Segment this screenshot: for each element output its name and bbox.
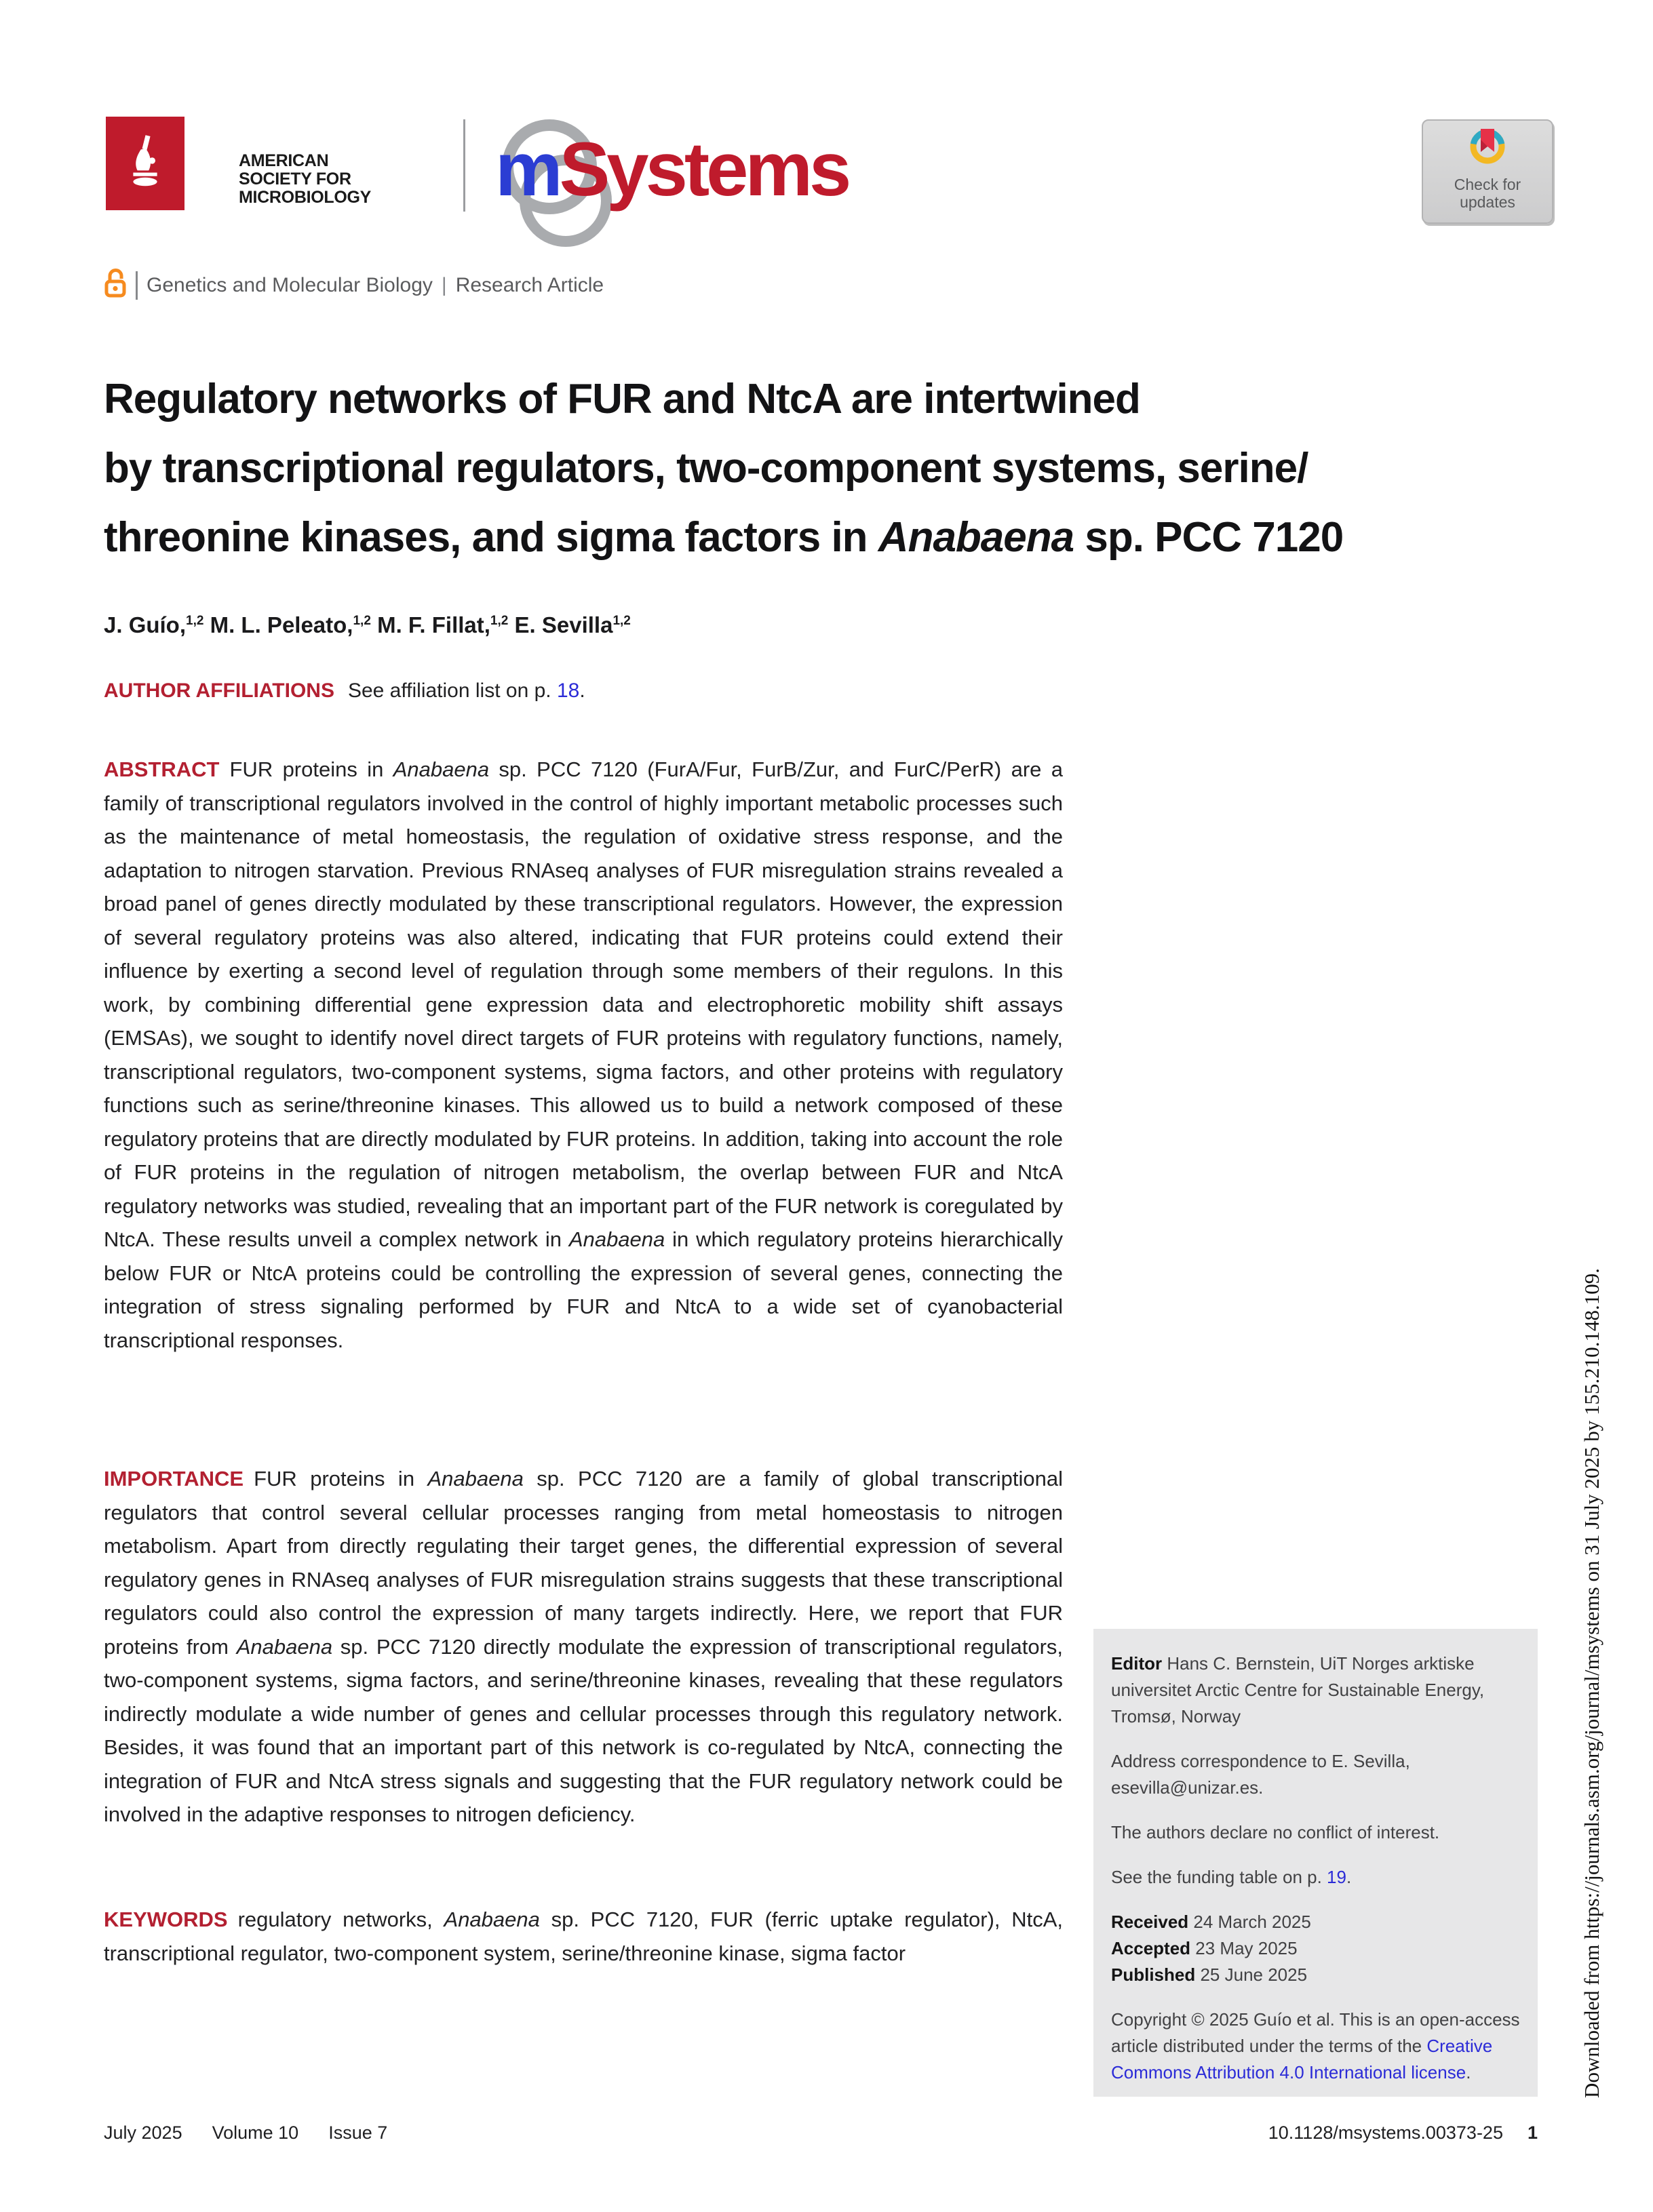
- divider-bar: [136, 271, 138, 300]
- check-for-updates-label: Check for updates: [1454, 176, 1521, 211]
- article-category: Genetics and Molecular Biology: [147, 274, 433, 296]
- bookmark-ribbon-icon: [1462, 126, 1513, 174]
- journal-logo-m: m: [495, 127, 560, 212]
- article-category-line: [104, 266, 604, 304]
- editor-info: Editor Hans C. Bernstein, UiT Norges arktiske universitet Arctic Centre for Sustainable Energy, Tromsø, Norway: [1111, 1653, 1485, 1726]
- inline-link[interactable]: 18: [556, 679, 580, 702]
- article-metadata-sidebar: [1093, 1629, 1538, 2097]
- microscope-icon: [125, 132, 165, 195]
- conflict-of-interest: The authors declare no conflict of interest.: [1111, 1822, 1440, 1842]
- logo-divider: [463, 119, 465, 212]
- check-for-updates-badge[interactable]: [1422, 119, 1553, 224]
- divider-bar: |: [441, 274, 447, 296]
- article-type: Research Article: [455, 274, 604, 296]
- copyright-notice: Copyright © 2025 Guío et al. This is an open-access article distributed under the terms of the Creative Commons Attribution 4.0 International license.: [1111, 2009, 1520, 2082]
- correspondence-info: Address correspondence to E. Sevilla, esevilla@unizar.es.: [1111, 1751, 1410, 1798]
- funding-table-note: See the funding table on p. 19.: [1111, 1867, 1352, 1887]
- volume: Volume 10: [212, 2122, 299, 2143]
- keywords-paragraph: KEYWORDS regulatory networks, Anabaena sp. PCC 7120, FUR (ferric uptake regulator), NtcA, transcriptional regulator, two-component system, serine/threonine kinase, sigma factor: [104, 1908, 1064, 1965]
- author-affiliations-line: AUTHOR AFFILIATIONS See affiliation list on p. 18.: [104, 679, 585, 702]
- open-access-icon: [104, 266, 127, 304]
- doi-and-page: [1268, 2122, 1538, 2144]
- importance-paragraph: IMPORTANCE FUR proteins in Anabaena sp. PCC 7120 are a family of global transcriptional regulators that control several cellular processes ranging from metal homeostasis to nitrogen metabolism. Apart from directly regulating their target genes, the differential expression of several regulatory genes in RNAseq analyses of FUR misregulation strains suggests that these transcriptional regulators could also control the expression of many targets indirectly. Here, we report that FUR proteins from Anabaena sp. PCC 7120 directly modulate the expression of transcriptional regulators, two-component systems, sigma factors, and serine/threonine kinases, revealing that these regulators indirectly modulate a wide number of genes and cellular processes through this regulatory network. Besides, it was found that an important part of this network is co-regulated by NtcA, connecting the integration of FUR and NtcA stress signals and suggesting that the FUR regulatory network could be involved in the adaptive responses to nitrogen deficiency.: [104, 1467, 1064, 1826]
- author-list: J. Guío,$^{1,2}$ M. L. Peleato,$^{1,2}$ M. F. Fillat,$^{1,2}$ E. Sevilla$^{1,2}$: [104, 612, 631, 637]
- abstract-paragraph: ABSTRACT FUR proteins in Anabaena sp. PCC 7120 (FurA/Fur, FurB/Zur, and FurC/PerR) are a family of transcriptional regulators involved in the control of highly important metabolic processes such as the maintenance of metal homeostasis, the regulation of oxidative stress response, and the adaptation to nitrogen starvation. Previous RNAseq analyses of FUR misregulation strains revealed a broad panel of genes directly modulated by these transcriptional regulators. However, the expression of several regulatory proteins was also altered, indicating that FUR proteins could extend their influence by exerting a second level of regulation through some members of their regulons. In this work, by combining differential gene expression data and electrophoretic mobility shift assays (EMSAs), we sought to identify novel direct targets of FUR proteins with regulatory functions, namely, transcriptional regulators, two-component systems, sigma factors, and other proteins with regulatory functions such as serine/threonine kinases. This allowed us to build a network composed of these regulatory proteins that are directly modulated by FUR proteins. In addition, taking into account the role of FUR proteins in the regulation of nitrogen metabolism, the overlap between FUR and NtcA regulatory networks was studied, revealing that an important part of the FUR network is coregulated by NtcA. These results unveil a complex network in Anabaena in which regulatory proteins hierarchically below FUR or NtcA proteins could be controlling the expression of several genes, connecting the integration of stress signaling performed by FUR and NtcA to a wide set of cyanobacterial transcriptional responses.: [104, 757, 1063, 1352]
- issue-info: [104, 2122, 417, 2144]
- doi: 10.1128/msystems.00373-25: [1268, 2122, 1503, 2143]
- issue-date: July 2025: [104, 2122, 182, 2143]
- journal-logo: [495, 129, 848, 210]
- asm-logo: [106, 117, 184, 210]
- journal-logo-systems: Systems: [559, 127, 849, 212]
- page-number: 1: [1527, 2122, 1538, 2143]
- inline-link[interactable]: Creative Commons Attribution 4.0 International license: [1111, 2036, 1493, 2082]
- inline-link[interactable]: 19: [1327, 1867, 1346, 1887]
- page-title: Regulatory networks of FUR and NtcA are intertwined by transcriptional regulators, two-component systems, serine/ threonine kinases, and sigma factors in Anabaena sp. PCC 7120: [104, 376, 1344, 561]
- issue-number: Issue 7: [328, 2122, 388, 2143]
- article-dates: Received 24 March 2025 Accepted 23 May 2025 Published 25 June 2025: [1111, 1912, 1311, 1985]
- page-footer: [104, 2122, 1538, 2144]
- download-watermark: Downloaded from https://journals.asm.org/journal/msystems on 31 July 2025 by 155.210.148.109.: [1580, 1268, 1603, 2098]
- asm-society-name: AMERICAN SOCIETY FOR MICROBIOLOGY: [239, 151, 372, 207]
